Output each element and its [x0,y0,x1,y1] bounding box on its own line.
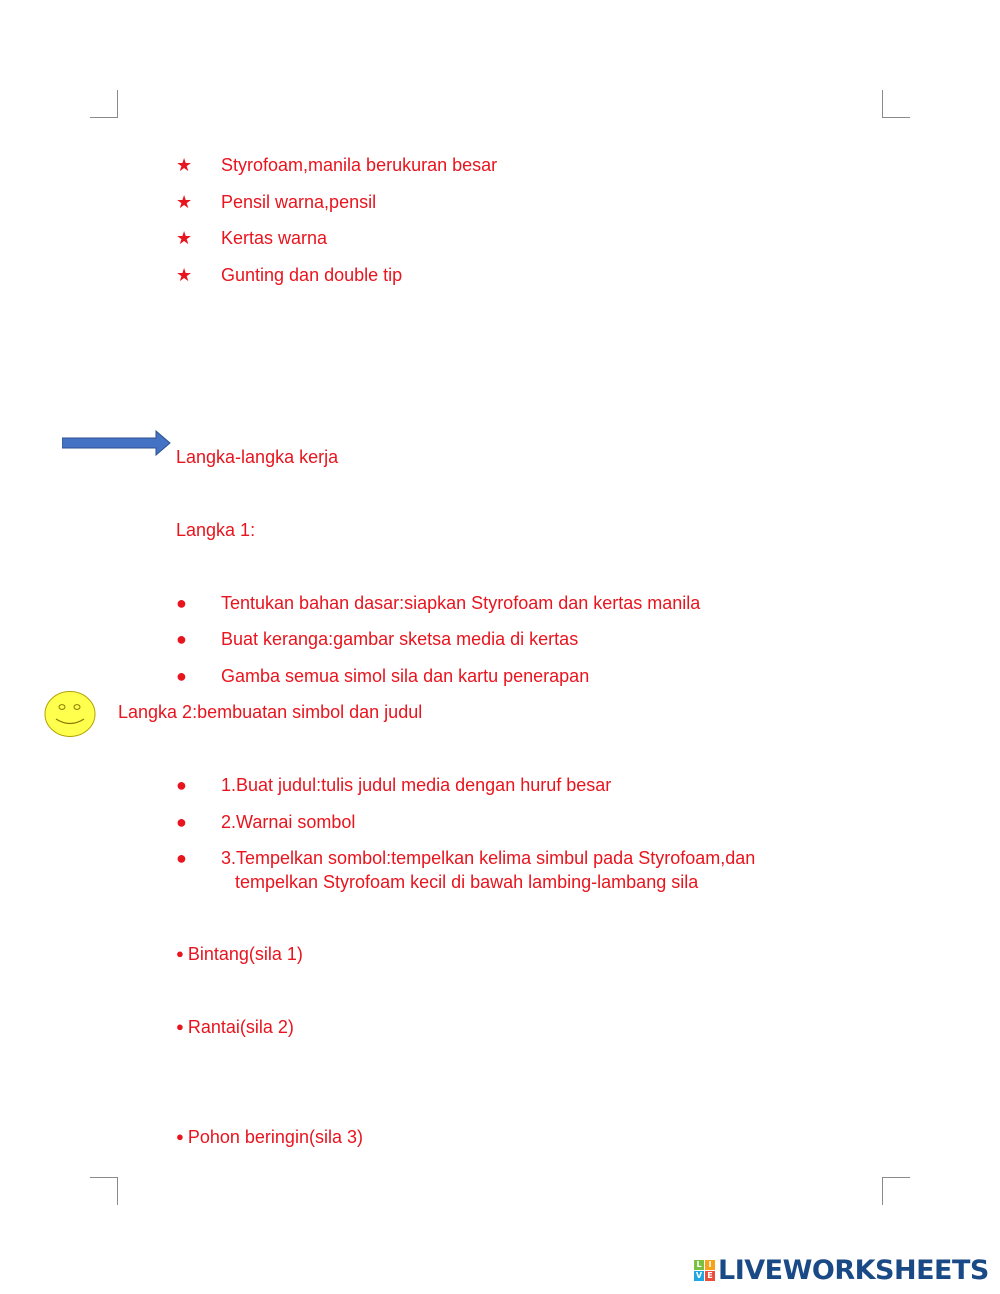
crop-mark-bottom-left [90,1177,118,1205]
dot-bullet-icon: ● [176,629,187,649]
material-item: ★ Gunting dan double tip [176,265,403,285]
dot-bullet-icon: ● [176,593,187,613]
material-item: ★ Kertas warna [176,228,328,248]
step1-item: ● Buat keranga:gambar sketsa media di kertas [176,629,579,649]
step1-item: ● Tentukan bahan dasar:siapkan Styrofoam dan kertas manila [176,593,701,613]
logo-text: LIVEWORKSHEETS [718,1254,989,1286]
small-bullet-icon: ● [176,1019,184,1034]
step1-title: Langka 1: [176,520,256,540]
dot-bullet-icon: ● [176,812,187,832]
liveworksheets-logo [694,1254,989,1286]
step2-item: ● 2.Warnai sombol [176,812,356,832]
sila-item: ● Pohon beringin(sila 3) [176,1127,363,1147]
star-bullet-icon: ★ [176,228,193,248]
dot-bullet-icon: ● [176,775,187,795]
crop-mark-top-right [882,90,910,118]
smiley-face-icon [44,690,96,738]
step1-item: ● Gamba semua simol sila dan kartu penerapan [176,666,590,686]
step2-item: ● 1.Buat judul:tulis judul media dengan huruf besar [176,775,612,795]
logo-blocks-icon: L I V E [694,1260,715,1281]
material-item: ★ Pensil warna,pensil [176,192,377,212]
star-bullet-icon: ★ [176,265,193,285]
step2-item: ● 3.Tempelkan sombol:tempelkan kelima simbul pada Styrofoam,dan tempelkan Styrofoam kecil di bawah lambing-lambang sila [176,848,756,892]
crop-mark-top-left [90,90,118,118]
right-arrow-icon [62,430,172,458]
step2-title: Langka 2:bembuatan simbol dan judul [118,702,423,722]
dot-bullet-icon: ● [176,666,187,686]
dot-bullet-icon: ● [176,848,187,868]
crop-mark-bottom-right [882,1177,910,1205]
star-bullet-icon: ★ [176,155,193,175]
small-bullet-icon: ● [176,946,184,961]
sila-item: ● Rantai(sila 2) [176,1017,294,1037]
star-bullet-icon: ★ [176,192,193,212]
sila-item: ● Bintang(sila 1) [176,944,303,964]
small-bullet-icon: ● [176,1129,184,1144]
material-item: ★ Styrofoam,manila berukuran besar [176,155,498,175]
steps-heading: Langka-langka kerja [176,447,339,467]
